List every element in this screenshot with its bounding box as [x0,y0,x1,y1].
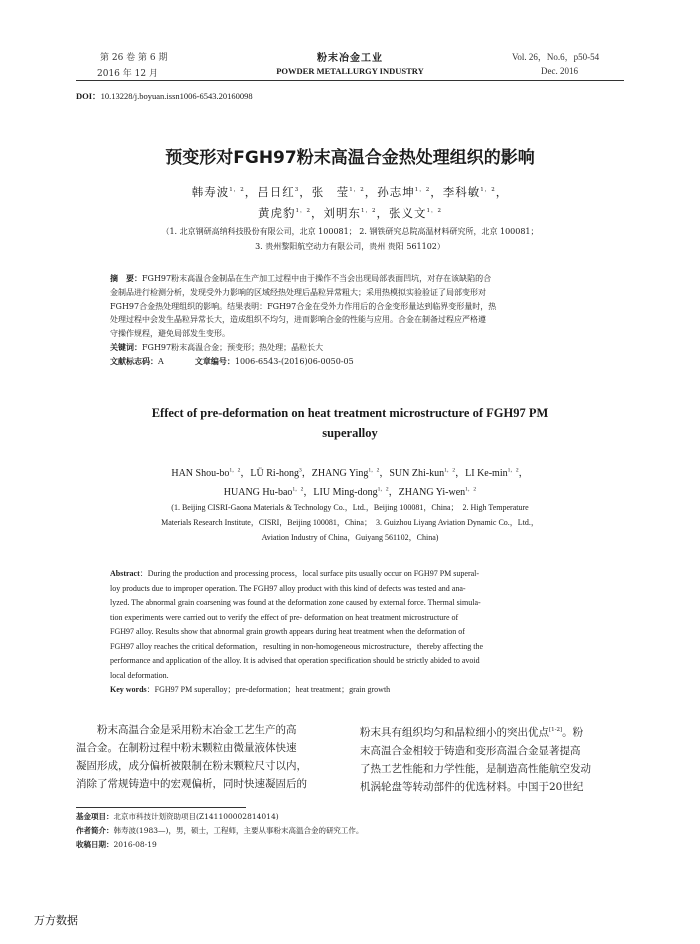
body-left-column [76,721,344,793]
author-separator: ， [311,206,324,220]
author-affiliation-mark: 1，2 [368,467,380,474]
classification-line [110,355,592,369]
abstract-en-line: FGH97 alloy reaches the critical deformation，resulting in non-homogeneous microstructure，thereby affecting the [110,641,484,651]
footnote-received: 收稿日期：2016-08-19 [76,840,157,849]
footnotes [76,810,624,852]
title-en-line2: superalloy [322,426,378,440]
affiliation-cn-line1: （1. 北京钢研高纳科技股份有限公司，北京 100081； 2. 钢铁研究总院高温材料研究所，北京 100081； [161,227,539,236]
authors-cn-line2 [0,205,700,221]
abstract-en [110,567,590,698]
body-right-column [360,721,626,796]
author-name: SUN Zhi-kun [389,468,445,479]
body-right-line: 末高温合金相较于铸造和变形高温合金显著提高 [360,744,581,757]
author-separator: ， [379,468,390,479]
author-affiliation-mark: 1，2 [377,486,389,493]
author-affiliation-mark: 3 [294,187,300,194]
abstract-en-line: loy products due to improper operation. The FGH97 alloy product with this kind of defects was tested and ana- [110,583,466,593]
author-affiliation-mark: 1，2 [229,187,245,194]
author-affiliation-mark: 3 [299,467,302,474]
keywords-en-label: Key words [110,685,147,694]
doi-value: 10.13228/j.boyuan.issn1006-6543.20160098 [100,91,253,101]
author-name: LI Ke-min [465,468,508,479]
author-name: HAN Shou-bo [171,468,230,479]
author-separator: ， [303,487,314,498]
author-affiliation-mark: 1，2 [444,467,456,474]
abstract-en-line: Abstract：During the production and processing process，local surface pits usually occur on FGH97 PM superal- [110,569,480,578]
author-separator: ， [430,185,443,199]
author-name: LÜ Ri-hong [250,468,300,479]
abstract-cn-label: 摘 要： [110,273,142,283]
author-name: 李科敏 [442,185,481,199]
watermark: 万方数据 [34,914,78,927]
header-date-cn: 2016 年 12 月 [97,69,158,79]
doi-label: DOI： [76,91,101,101]
author-name: 刘明东 [323,206,361,220]
abstract-en-line: lyzed. The abnormal grain coarsening was found at the deformation zone caused by external force. Thermal simula- [110,598,481,607]
author-affiliation-mark: 1，2 [480,187,496,194]
body-left-line: 粉末高温合金是采用粉末冶金工艺生产的高 [76,724,297,736]
author-separator: ， [455,468,466,479]
footnote-fund: 基金项目：北京市科技计划资助项目(Z141100002814014) [76,812,279,821]
article-no-value: 1006-6543-(2016)06-0050-05 [234,356,354,366]
author-affiliation-mark: 1，2 [292,486,304,493]
body-left-line: 消除了常规铸造中的宏观偏析，同时快速凝固后的 [76,778,307,790]
header-volume-cn: 第 26 卷 第 6 期 [100,53,168,63]
author-separator: ， [299,185,312,199]
body-right-line: 粉末具有组织均匀和晶粒细小的突出优点[1-2]。粉 [360,726,584,739]
abstract-cn-line: 摘 要：FGH97粉末高温合金制品在生产加工过程中由于操作不当会出现局部表面凹坑，对存在该缺陷的合 [110,273,492,283]
header-volume-en: Vol. 26，No.6，p50-54 [512,52,600,62]
author-name: ZHANG Yi-wen [398,487,466,498]
keywords-cn-label: 关键词： [110,341,142,352]
author-name: HUANG Hu-bao [223,487,293,498]
footnote-rule [76,807,246,808]
body-right-line: 机涡轮盘等转动部件的优选材料。中国于20世纪 [360,780,584,793]
header-rule [76,80,624,81]
abstract-cn-line: 金制品进行检测分析，发现受外力影响的区域经热处理后晶粒异常粗大；采用热模拟实验验证了局部变形对 [110,287,486,297]
author-separator: ， [518,468,529,479]
author-separator: ， [388,487,399,498]
author-name: 张义文 [389,206,427,220]
author-separator: ， [244,185,258,199]
affiliation-en-line3: Aviation Industry of China，Guiyang 561102，China) [261,533,439,542]
abstract-cn-line: 守操作规程，避免局部发生变形。 [110,329,230,339]
doc-code-value: A [158,356,164,366]
author-affiliation-mark: 1，2 [361,208,377,215]
affiliation-en-line1: (1. Beijing CISRI-Gaona Materials & Technology Co.，Ltd.，Beijing 100081，China； 2. High Temperature [171,503,529,512]
author-affiliation-mark: 1，2 [465,486,477,493]
citation: [1-2] [549,727,563,733]
abstract-cn [110,272,592,369]
doc-code-label: 文献标志码： [110,355,158,366]
author-separator: ， [495,185,509,199]
body-left-line: 凝固形成，成分偏析被限制在粉末颗粒尺寸以内， [76,760,307,772]
author-affiliation-mark: 1，2 [229,467,241,474]
authors-en-line1 [0,464,700,479]
abstract-en-label: Abstract [110,569,140,578]
keywords-en: Key words：FGH97 PM superalloy；pre-deformation；heat treatment；grain growth [110,685,391,694]
abstract-cn-line: FGH97合金热处理组织的影响。结果表明：FGH97合金在受外力作用后的合金变形量达到临界变形量时，热 [110,301,497,311]
author-affiliation-mark: 1，2 [507,467,519,474]
author-name: ZHANG Ying [311,468,369,479]
doi-line [76,90,253,102]
header-journal-cn: 粉末冶金工业 [317,53,383,64]
author-separator: ， [376,206,389,220]
author-name: 吕日红 [257,185,295,199]
abstract-en-line: performance and application of the alloy. It is advised that operation specification should be strictly abided to avoid [110,656,480,665]
abstract-en-line: local deformation. [110,670,169,680]
author-affiliation-mark: 1，2 [426,208,442,215]
author-name: 张 莹 [311,185,350,199]
abstract-en-line: FGH97 alloy. Results show that abnormal grain growth appears during heat treatment when the deformation of [110,627,465,636]
footnote-author: 作者简介：韩寿波(1983—)，男，硕士，工程师，主要从事粉末高温合金的研究工作。 [76,826,364,835]
title-cn: 预变形对FGH97粉末高温合金热处理组织的影响 [165,148,535,168]
keywords-cn: 关键词：FGH97粉末高温合金；预变形；热处理；晶粒长大 [110,341,324,352]
author-separator: ， [364,185,378,199]
header-journal-en: POWDER METALLURGY INDUSTRY [276,66,424,76]
author-name: 黄虎豹 [258,206,296,220]
header-date-en: Dec. 2016 [541,66,578,76]
authors-en-line2 [0,483,700,498]
title-en-line1: Effect of pre-deformation on heat treatment microstructure of FGH97 PM [151,406,549,420]
author-affiliation-mark: 1，2 [414,187,431,194]
affiliation-cn-line2: 3. 贵州黎阳航空动力有限公司，贵州 贵阳 561102） [255,242,445,251]
author-name: 孙志坤 [377,185,415,199]
article-no-label: 文章编号： [194,355,235,366]
body-right-line: 了热工艺性能和力学性能，是制造高性能航空发动 [360,762,591,775]
author-separator: ， [301,468,312,479]
body-left-line: 温合金。在制粉过程中粉末颗粒由微量液体快速 [76,742,297,754]
abstract-cn-line: 处理过程中会发生晶粒异常长大，造成组织不均匀，进而影响合金的性能与应用。合金在制备过程应严格遵 [110,315,486,325]
author-separator: ， [240,468,251,479]
author-affiliation-mark: 1，2 [295,208,311,215]
author-name: LIU Ming-dong [313,487,378,498]
author-affiliation-mark: 1，2 [349,187,365,194]
abstract-en-line: tion experiments were carried out to verify the effect of pre- deformation on heat treatment microstructure of [110,612,459,622]
authors-cn-line1 [0,184,700,200]
author-name: 韩寿波 [191,185,230,199]
affiliation-en-line2: Materials Research Institute，CISRI，Beijing 100081，China； 3. Guizhou Liyang Aviation Dynamic Co.，Ltd.， [161,518,539,527]
